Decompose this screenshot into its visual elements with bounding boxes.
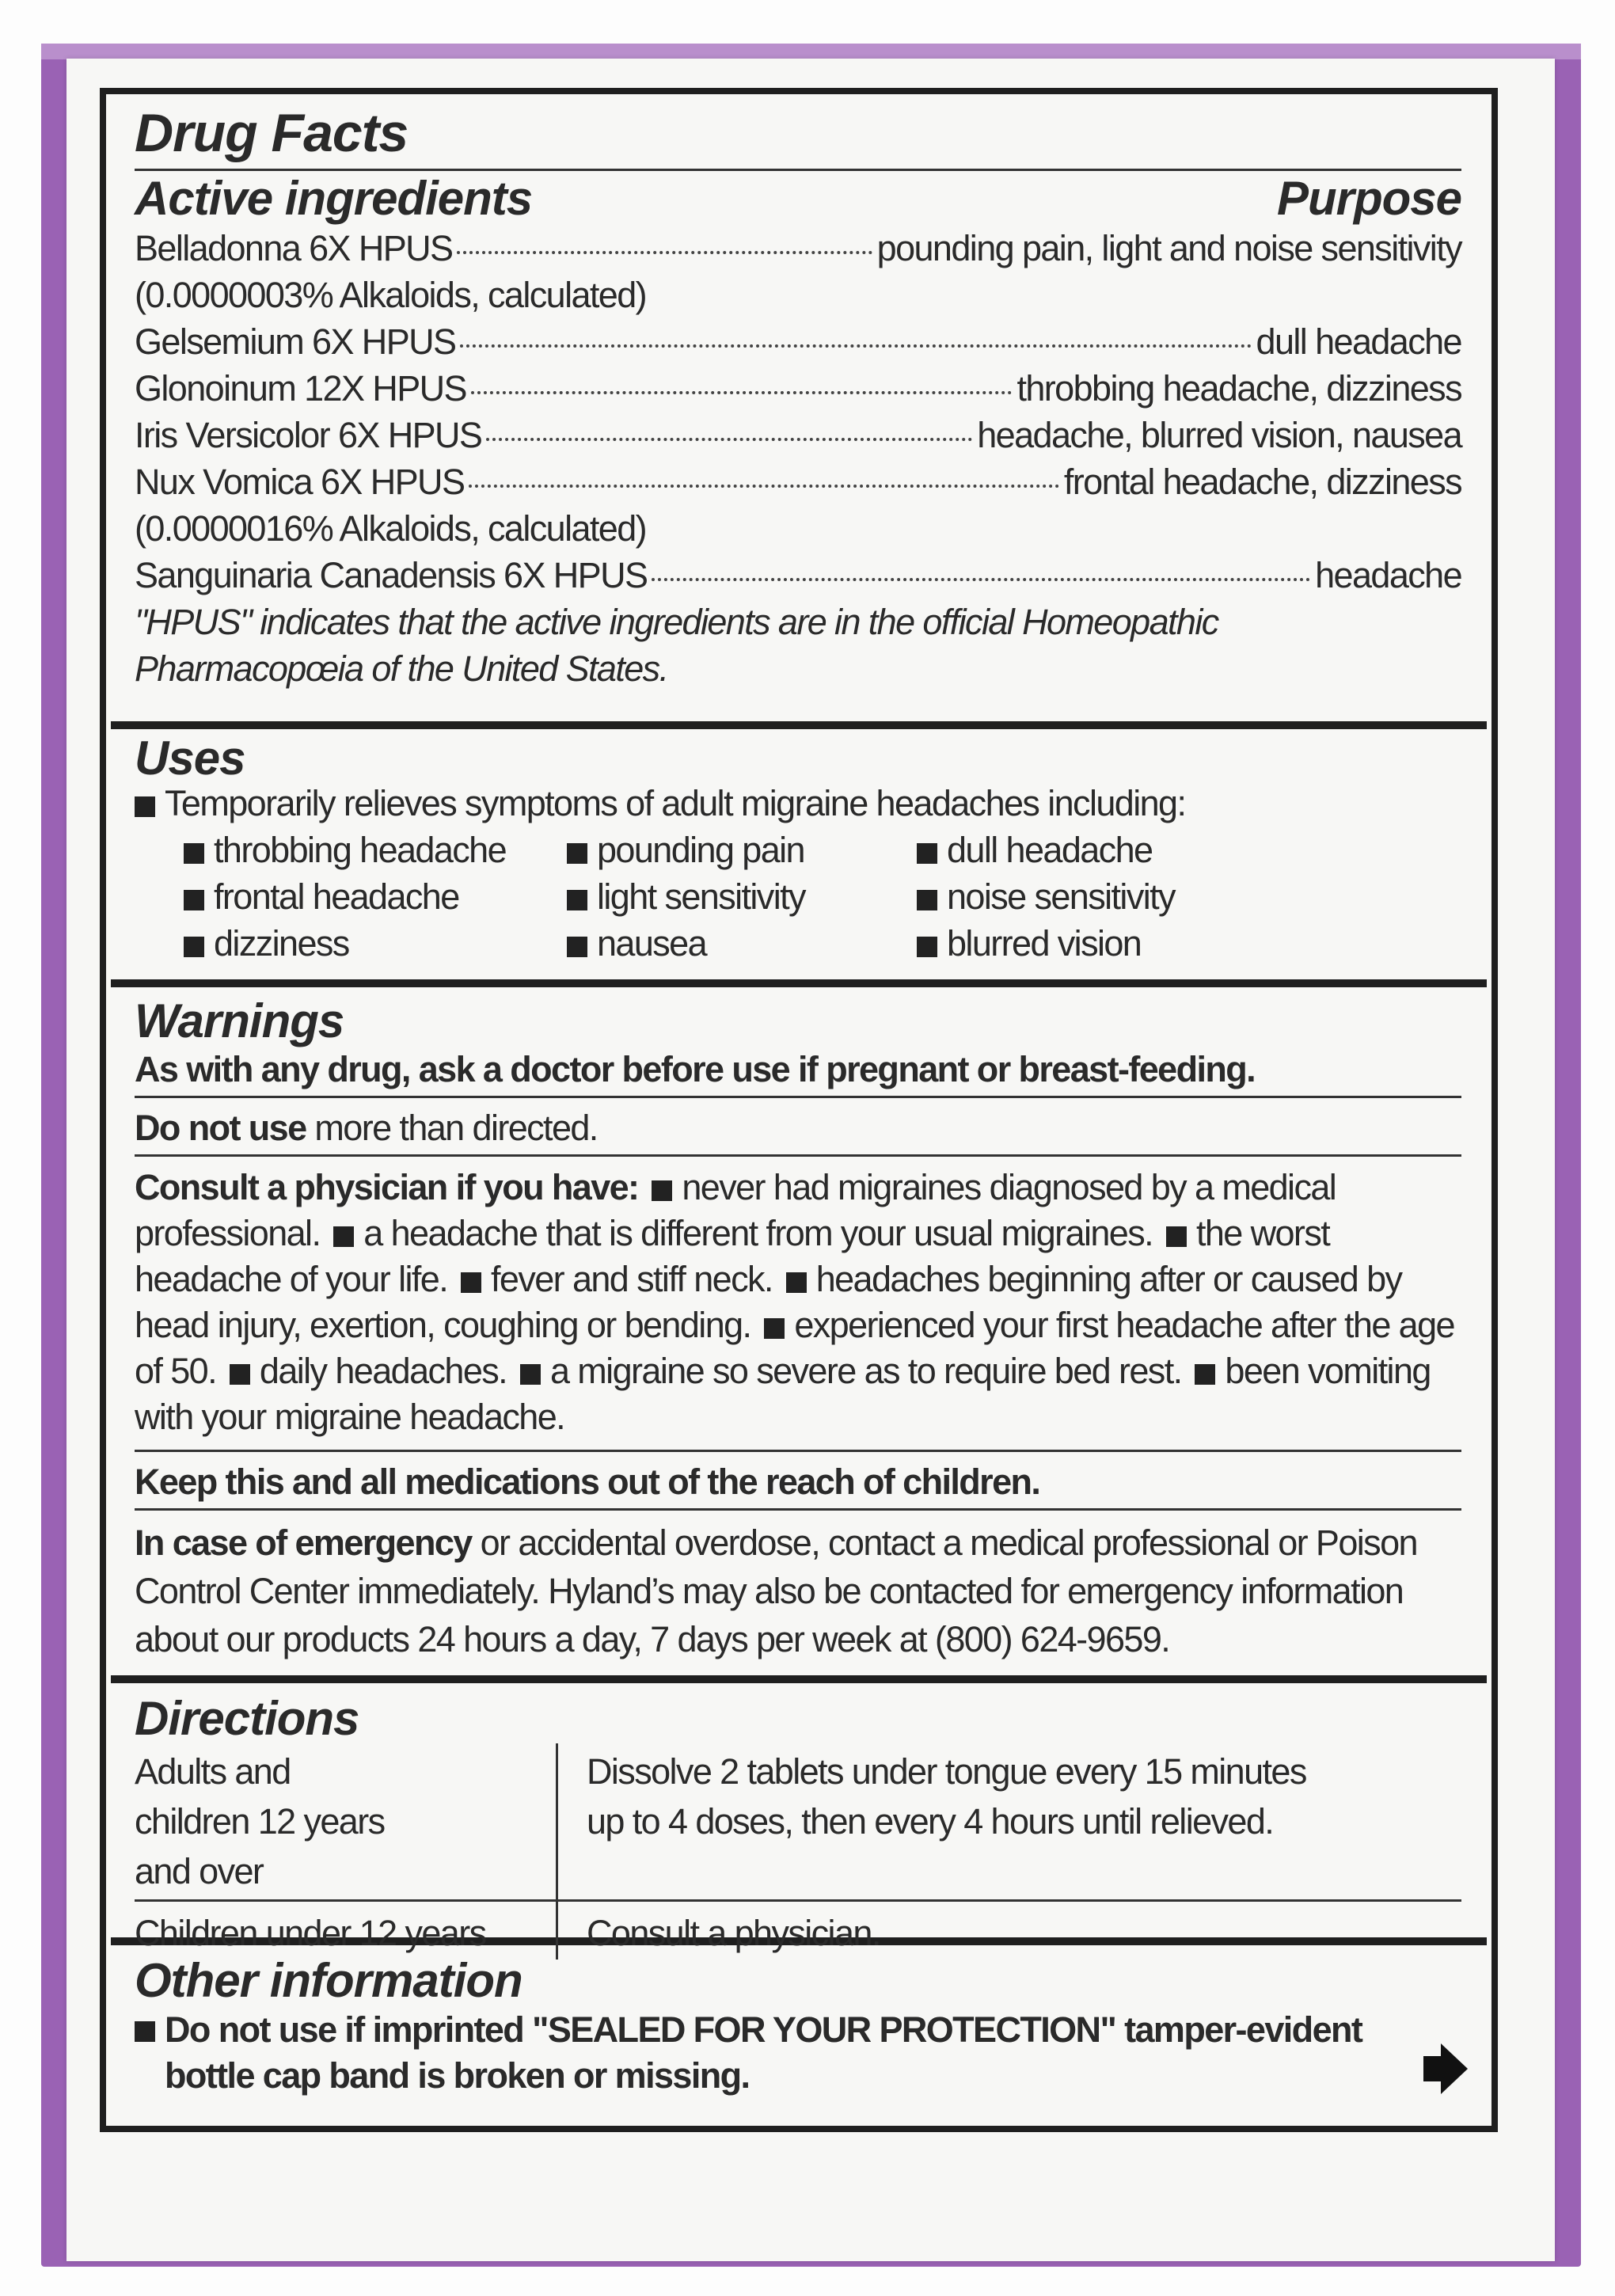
bullet-icon — [652, 1180, 672, 1201]
package-top-flap — [41, 44, 1581, 59]
directions-who-children: Children under 12 years — [135, 1913, 486, 1953]
dot-leader — [460, 344, 1251, 348]
symptom-label: dull headache — [947, 830, 1153, 870]
symptom-label: pounding pain — [597, 830, 804, 870]
directions-heading: Directions — [135, 1692, 359, 1745]
other-information-section — [106, 1945, 1492, 2126]
symptom-item — [917, 827, 1297, 873]
symptom-item — [567, 920, 917, 967]
bullet-icon — [184, 843, 204, 864]
ingredients-list — [135, 225, 1461, 599]
alkaloid-note: (0.0000003% Alkaloids, calculated) — [135, 275, 647, 315]
bullet-icon — [567, 843, 587, 864]
bullet-icon — [520, 1364, 541, 1385]
consult-physician-paragraph — [135, 1157, 1461, 1450]
consult-item: experienced your first headache after the age of 50. — [135, 1305, 1454, 1391]
other-information-heading: Other information — [135, 1954, 522, 2007]
symptom-item — [917, 873, 1297, 920]
bullet-icon — [917, 890, 937, 910]
bullet-icon — [567, 890, 587, 910]
title-rule — [135, 169, 1461, 171]
other-information-text: Do not use if imprinted "SEALED FOR YOUR PROTECTION" tamper-evident bottle cap band is broken or missing. — [165, 2009, 1362, 2096]
consult-item: daily headaches. — [259, 1351, 507, 1391]
symptom-label: nausea — [597, 923, 707, 964]
section-divider — [111, 721, 1487, 729]
do-not-use-text: more than directed. — [306, 1108, 598, 1148]
bullet-icon — [184, 937, 204, 957]
consult-item: fever and stiff neck. — [491, 1259, 773, 1299]
directions-what-children: Consult a physician. — [556, 1902, 1461, 1960]
symptom-label: noise sensitivity — [947, 876, 1175, 917]
bullet-icon — [135, 2021, 155, 2042]
drug-facts-title: Drug Facts — [135, 103, 408, 163]
warnings-section — [106, 987, 1492, 1675]
section-divider — [111, 1675, 1487, 1683]
do-not-use-lead: Do not use — [135, 1108, 306, 1148]
dot-leader — [486, 438, 972, 441]
ingredient-name: Sanguinaria Canadensis 6X HPUS — [135, 555, 648, 595]
ingredient-row — [135, 552, 1461, 599]
consult-lead: Consult a physician if you have: — [135, 1167, 639, 1207]
continue-arrow-icon — [1441, 2043, 1468, 2094]
consult-item: a migraine so severe as to require bed rest. — [549, 1351, 1182, 1391]
dot-leader — [652, 578, 1310, 581]
directions-who-adults: Adults and children 12 years and over — [135, 1751, 385, 1891]
symptom-item — [184, 827, 567, 873]
ingredient-name: Glonoinum 12X HPUS — [135, 368, 466, 409]
consult-item: a headache that is different from your usual migraines. — [363, 1213, 1153, 1253]
bullet-icon — [917, 937, 937, 957]
symptom-item — [184, 920, 567, 967]
bullet-icon — [184, 890, 204, 910]
bullet-icon — [786, 1272, 807, 1293]
consult-item: the worst headache of your life. — [135, 1213, 1330, 1299]
symptom-item — [567, 827, 917, 873]
dot-leader — [471, 391, 1013, 394]
emergency-lead: In case of emergency — [135, 1522, 472, 1563]
symptoms-grid — [135, 827, 1461, 967]
alkaloid-note: (0.0000016% Alkaloids, calculated) — [135, 508, 647, 549]
ingredient-row — [135, 225, 1461, 272]
symptom-item — [567, 873, 917, 920]
bullet-icon — [1195, 1364, 1215, 1385]
directions-table — [135, 1743, 1461, 1899]
emergency-text: or accidental overdose, contact a medical professional or Poison Control Center immediately. Hyland’s may also be contacted for emergency information about our products 24 hours a day, 7 days per week at (800) 624-9659. — [135, 1522, 1417, 1659]
symptom-item — [917, 920, 1297, 967]
symptom-label: blurred vision — [947, 923, 1142, 964]
bullet-icon — [917, 843, 937, 864]
ingredient-purpose: throbbing headache, dizziness — [1016, 368, 1461, 409]
ingredient-name: Gelsemium 6X HPUS — [135, 321, 456, 362]
bullet-icon — [135, 796, 155, 817]
hpus-footnote-line1: "HPUS" indicates that the active ingredients are in the official Homeopathic — [135, 602, 1218, 642]
bullet-icon — [764, 1318, 785, 1339]
active-ingredients-heading: Active ingredients — [135, 172, 533, 225]
pregnancy-warning: As with any drug, ask a doctor before use if pregnant or breast-feeding. — [135, 1049, 1256, 1089]
symptom-label: dizziness — [214, 923, 349, 964]
ingredient-name: Nux Vomica 6X HPUS — [135, 462, 465, 502]
keep-away-children: Keep this and all medications out of the reach of children. — [135, 1462, 1040, 1502]
uses-heading: Uses — [135, 732, 245, 785]
warnings-heading: Warnings — [135, 994, 344, 1047]
consult-item: never had migraines diagnosed by a medical professional. — [135, 1167, 1336, 1253]
bullet-icon — [461, 1272, 481, 1293]
uses-intro: Temporarily relieves symptoms of adult migraine headaches including: — [165, 783, 1186, 823]
ingredient-row — [135, 365, 1461, 412]
active-ingredients-section — [106, 94, 1492, 721]
ingredient-row — [135, 412, 1461, 458]
consult-item: been vomiting with your migraine headache. — [135, 1351, 1431, 1437]
ingredient-row — [135, 318, 1461, 365]
bullet-icon — [567, 937, 587, 957]
purpose-heading: Purpose — [1276, 172, 1461, 225]
symptom-label: frontal headache — [214, 876, 459, 917]
dot-leader — [469, 485, 1058, 488]
symptom-item — [184, 873, 567, 920]
ingredient-row — [135, 458, 1461, 505]
symptom-label: light sensitivity — [597, 876, 805, 917]
bullet-icon — [230, 1364, 250, 1385]
section-divider — [111, 979, 1487, 987]
ingredient-name: Belladonna 6X HPUS — [135, 228, 453, 268]
drug-facts-label — [100, 88, 1498, 2132]
consult-item: headaches beginning after or caused by head injury, exertion, coughing or bending. — [135, 1259, 1402, 1345]
emergency-paragraph — [135, 1511, 1461, 1663]
directions-what-adults: Dissolve 2 tablets under tongue every 15 minutes up to 4 doses, then every 4 hours until relieved. — [556, 1743, 1461, 1899]
ingredient-purpose: dull headache — [1256, 321, 1461, 362]
ingredient-purpose: frontal headache, dizziness — [1063, 462, 1461, 502]
bullet-icon — [333, 1226, 354, 1247]
bullet-icon — [1166, 1226, 1187, 1247]
ingredient-purpose: headache — [1315, 555, 1461, 595]
hpus-footnote-line2: Pharmacopœia of the United States. — [135, 648, 668, 689]
uses-section — [106, 729, 1492, 979]
ingredient-name: Iris Versicolor 6X HPUS — [135, 415, 482, 455]
symptom-label: throbbing headache — [214, 830, 507, 870]
ingredient-purpose: headache, blurred vision, nausea — [977, 415, 1461, 455]
ingredient-purpose: pounding pain, light and noise sensitivity — [876, 228, 1461, 268]
directions-section — [106, 1683, 1492, 1953]
dot-leader — [457, 251, 872, 254]
